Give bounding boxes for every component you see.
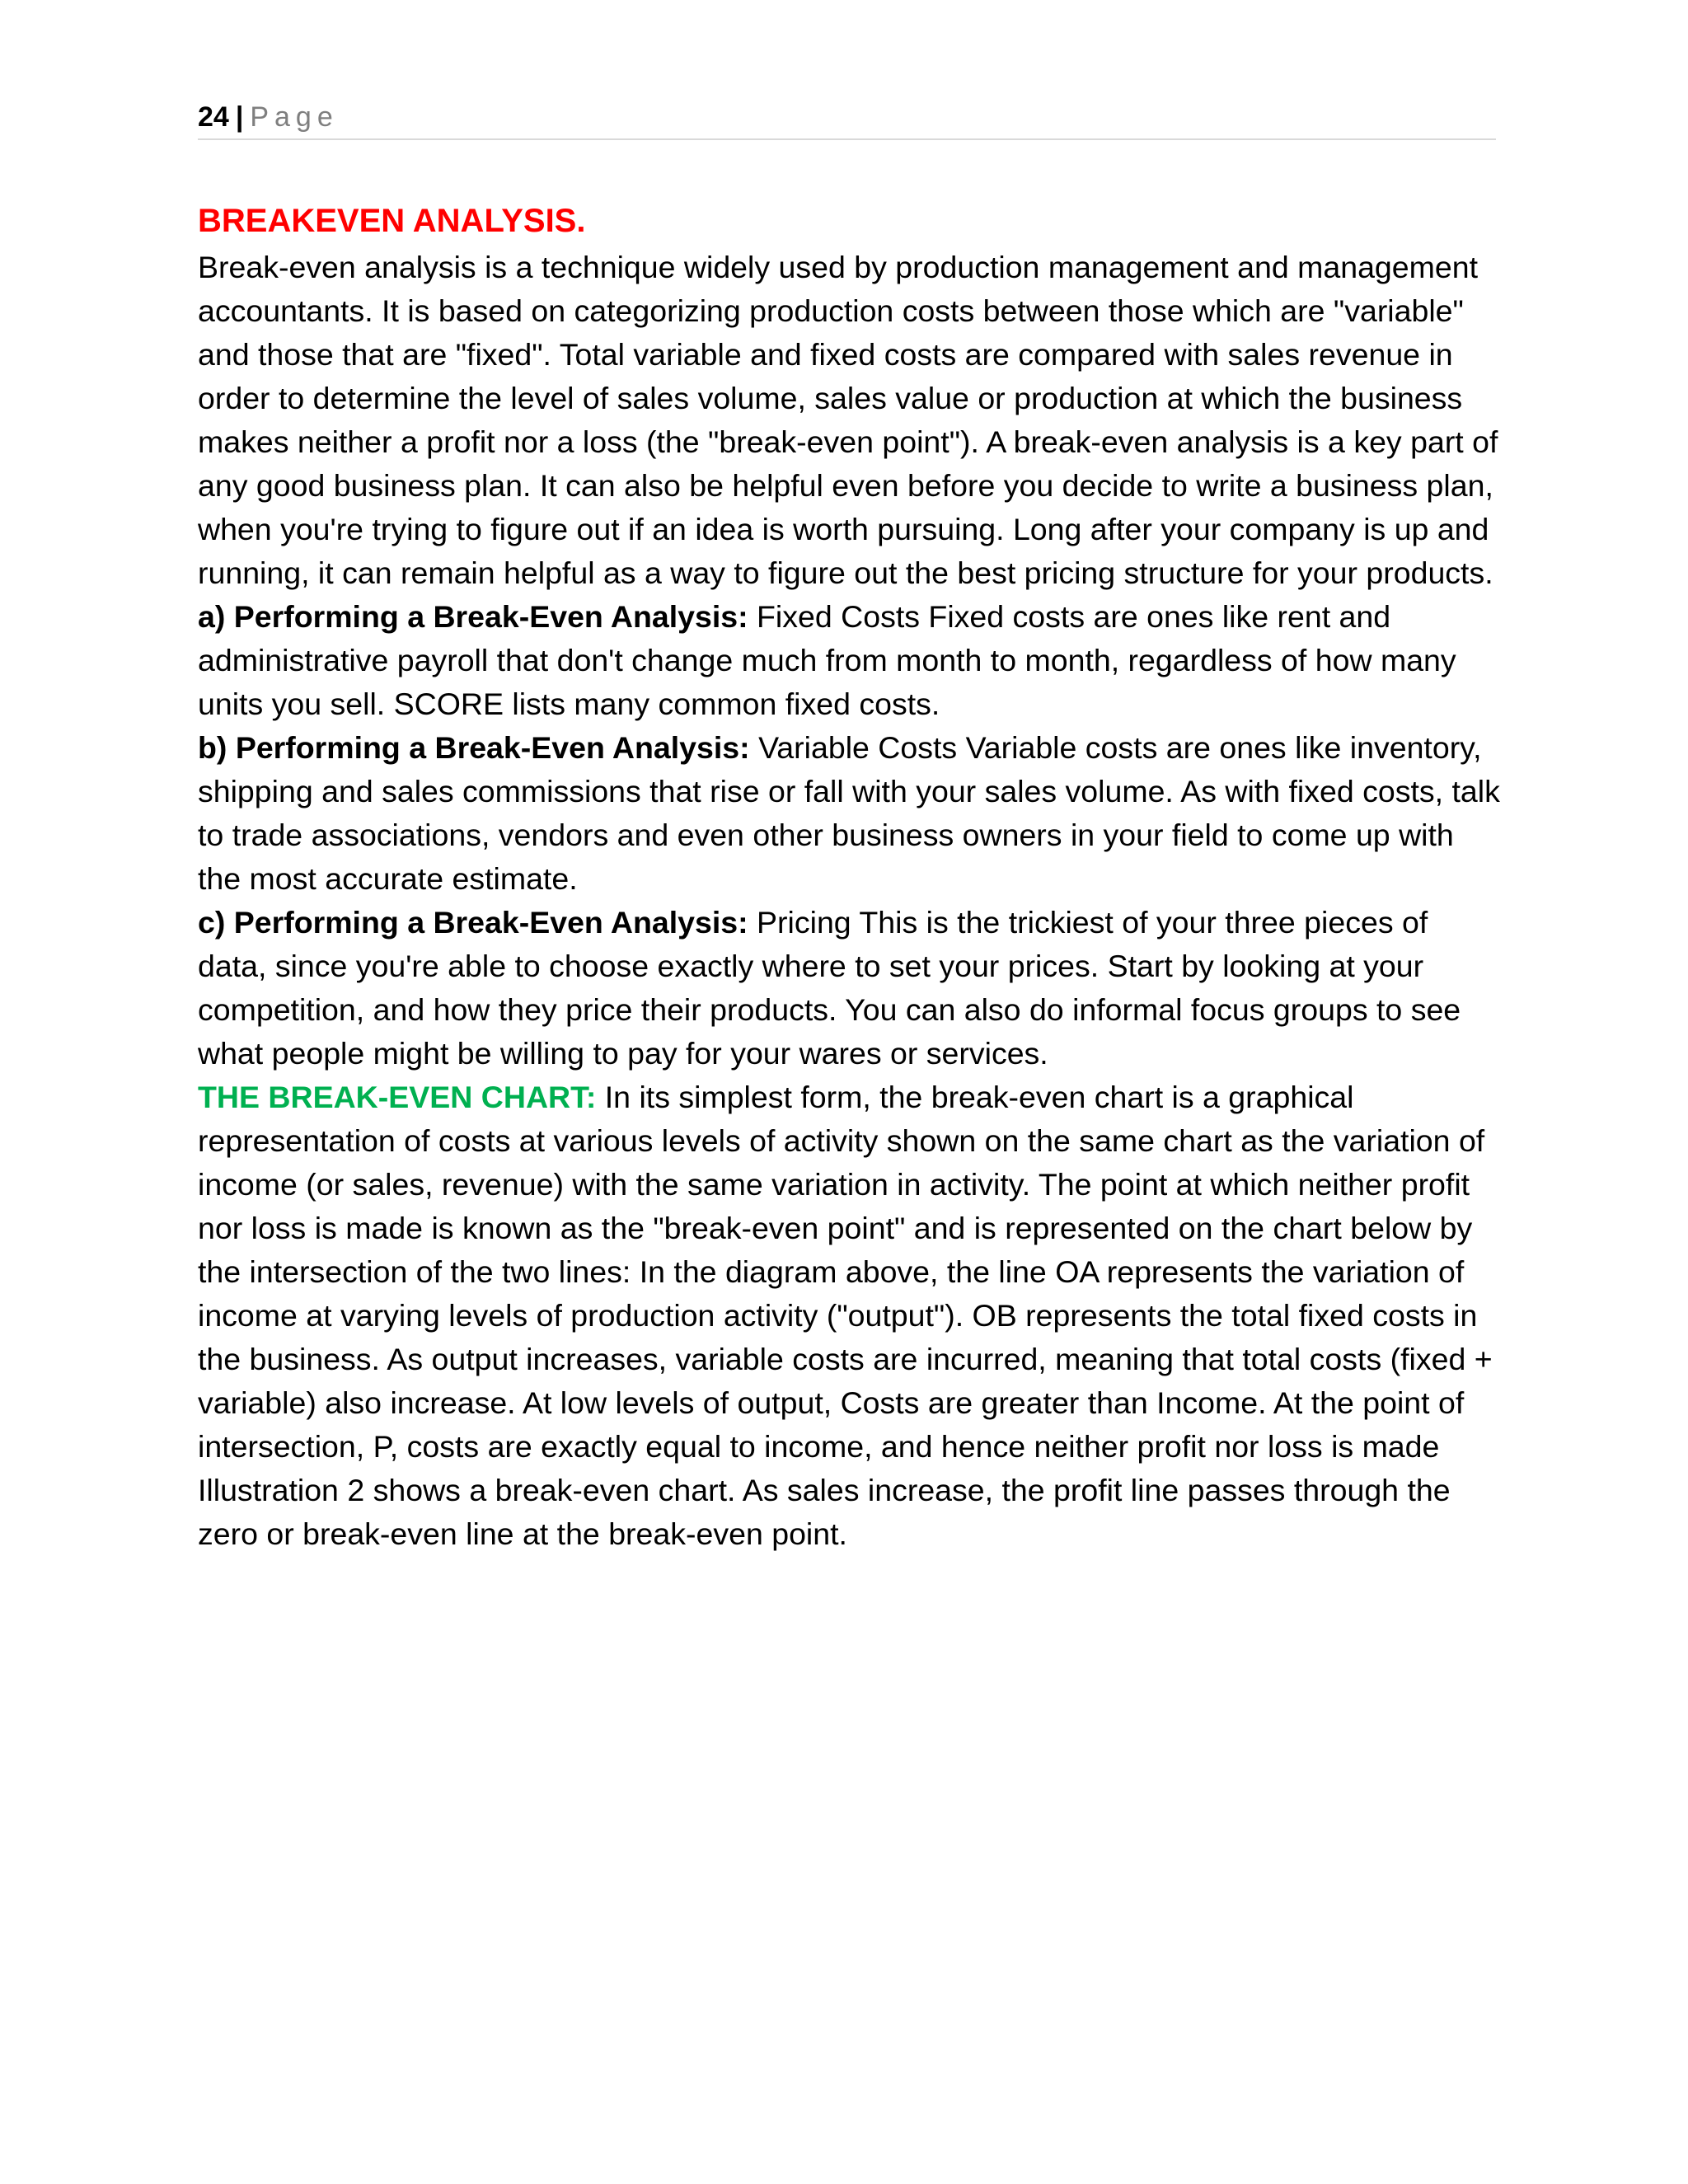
page-header bbox=[198, 97, 1496, 140]
pricing-paragraph bbox=[198, 901, 1500, 1076]
intro-paragraph: Break-even analysis is a technique widely used by production management and management accountants. It is based on categorizing production costs between those which are "variable" and those that are "fixed". Total variable and fixed costs are compared with sales revenue in order to determine the level of sales volume, sales value or production at which the business makes neither a profit nor a loss (the "break-even point"). A break-even analysis is a key part of any good business plan. It can also be helpful even before you decide to write a business plan, when you're trying to figure out if an idea is worth pursuing. Long after your company is up and running, it can remain helpful as a way to figure out the best pricing structure for your products. bbox=[198, 250, 1498, 590]
break-even-chart-text: In its simplest form, the break-even chart is a graphical representation of costs at various levels of activity shown on the same chart as the variation of income (or sales, revenue) with the same variation in activity. The point at which neither profit nor loss is made is known as the "break-even point" and is represented on the chart below by the intersection of the two lines: In the diagram above, the line OA represents the variation of income at varying levels of production activity ("output"). OB represents the total fixed costs in the business. As output increases, variable costs are incurred, meaning that total costs (fixed + variable) also increase. At low levels of output, Costs are greater than Income. At the point of intersection, P, costs are exactly equal to income, and hence neither profit nor loss is made Illustration 2 shows a break-even chart. As sales increase, the profit line passes through the zero or break-even line at the break-even point. bbox=[198, 1080, 1493, 1551]
variable-costs-lead: b) Performing a Break-Even Analysis: bbox=[198, 730, 750, 765]
pricing-lead: c) Performing a Break-Even Analysis: bbox=[198, 905, 748, 940]
section-title: BREAKEVEN ANALYSIS. bbox=[198, 203, 586, 239]
pricing-text: Pricing This is the trickiest of your three pieces of data, since you're able to choose exactly where to set your prices. Start by looking at your competition, and how they price their products. You can also do informal focus groups to see what people might be willing to pay for your wares or services. bbox=[198, 905, 1461, 1071]
variable-costs-text: Variable Costs Variable costs are ones like inventory, shipping and sales commissions that rise or fall with your sales volume. As with fixed costs, talk to trade associations, vendors and even other business owners in your field to come up with the most accurate estimate. bbox=[198, 730, 1500, 896]
fixed-costs-text: Fixed Costs Fixed costs are ones like rent and administrative payroll that don't change much from month to month, regardless of how many units you sell. SCORE lists many common fixed costs. bbox=[198, 599, 1456, 721]
variable-costs-paragraph bbox=[198, 726, 1500, 901]
page-separator: | bbox=[235, 101, 244, 133]
break-even-chart-lead: THE BREAK-EVEN CHART: bbox=[198, 1080, 597, 1114]
page-number: 24 bbox=[198, 101, 229, 133]
page-label: Page bbox=[250, 101, 339, 133]
document-body bbox=[198, 198, 1500, 1556]
fixed-costs-paragraph bbox=[198, 595, 1500, 726]
break-even-chart-paragraph bbox=[198, 1076, 1500, 1556]
fixed-costs-lead: a) Performing a Break-Even Analysis: bbox=[198, 599, 748, 634]
